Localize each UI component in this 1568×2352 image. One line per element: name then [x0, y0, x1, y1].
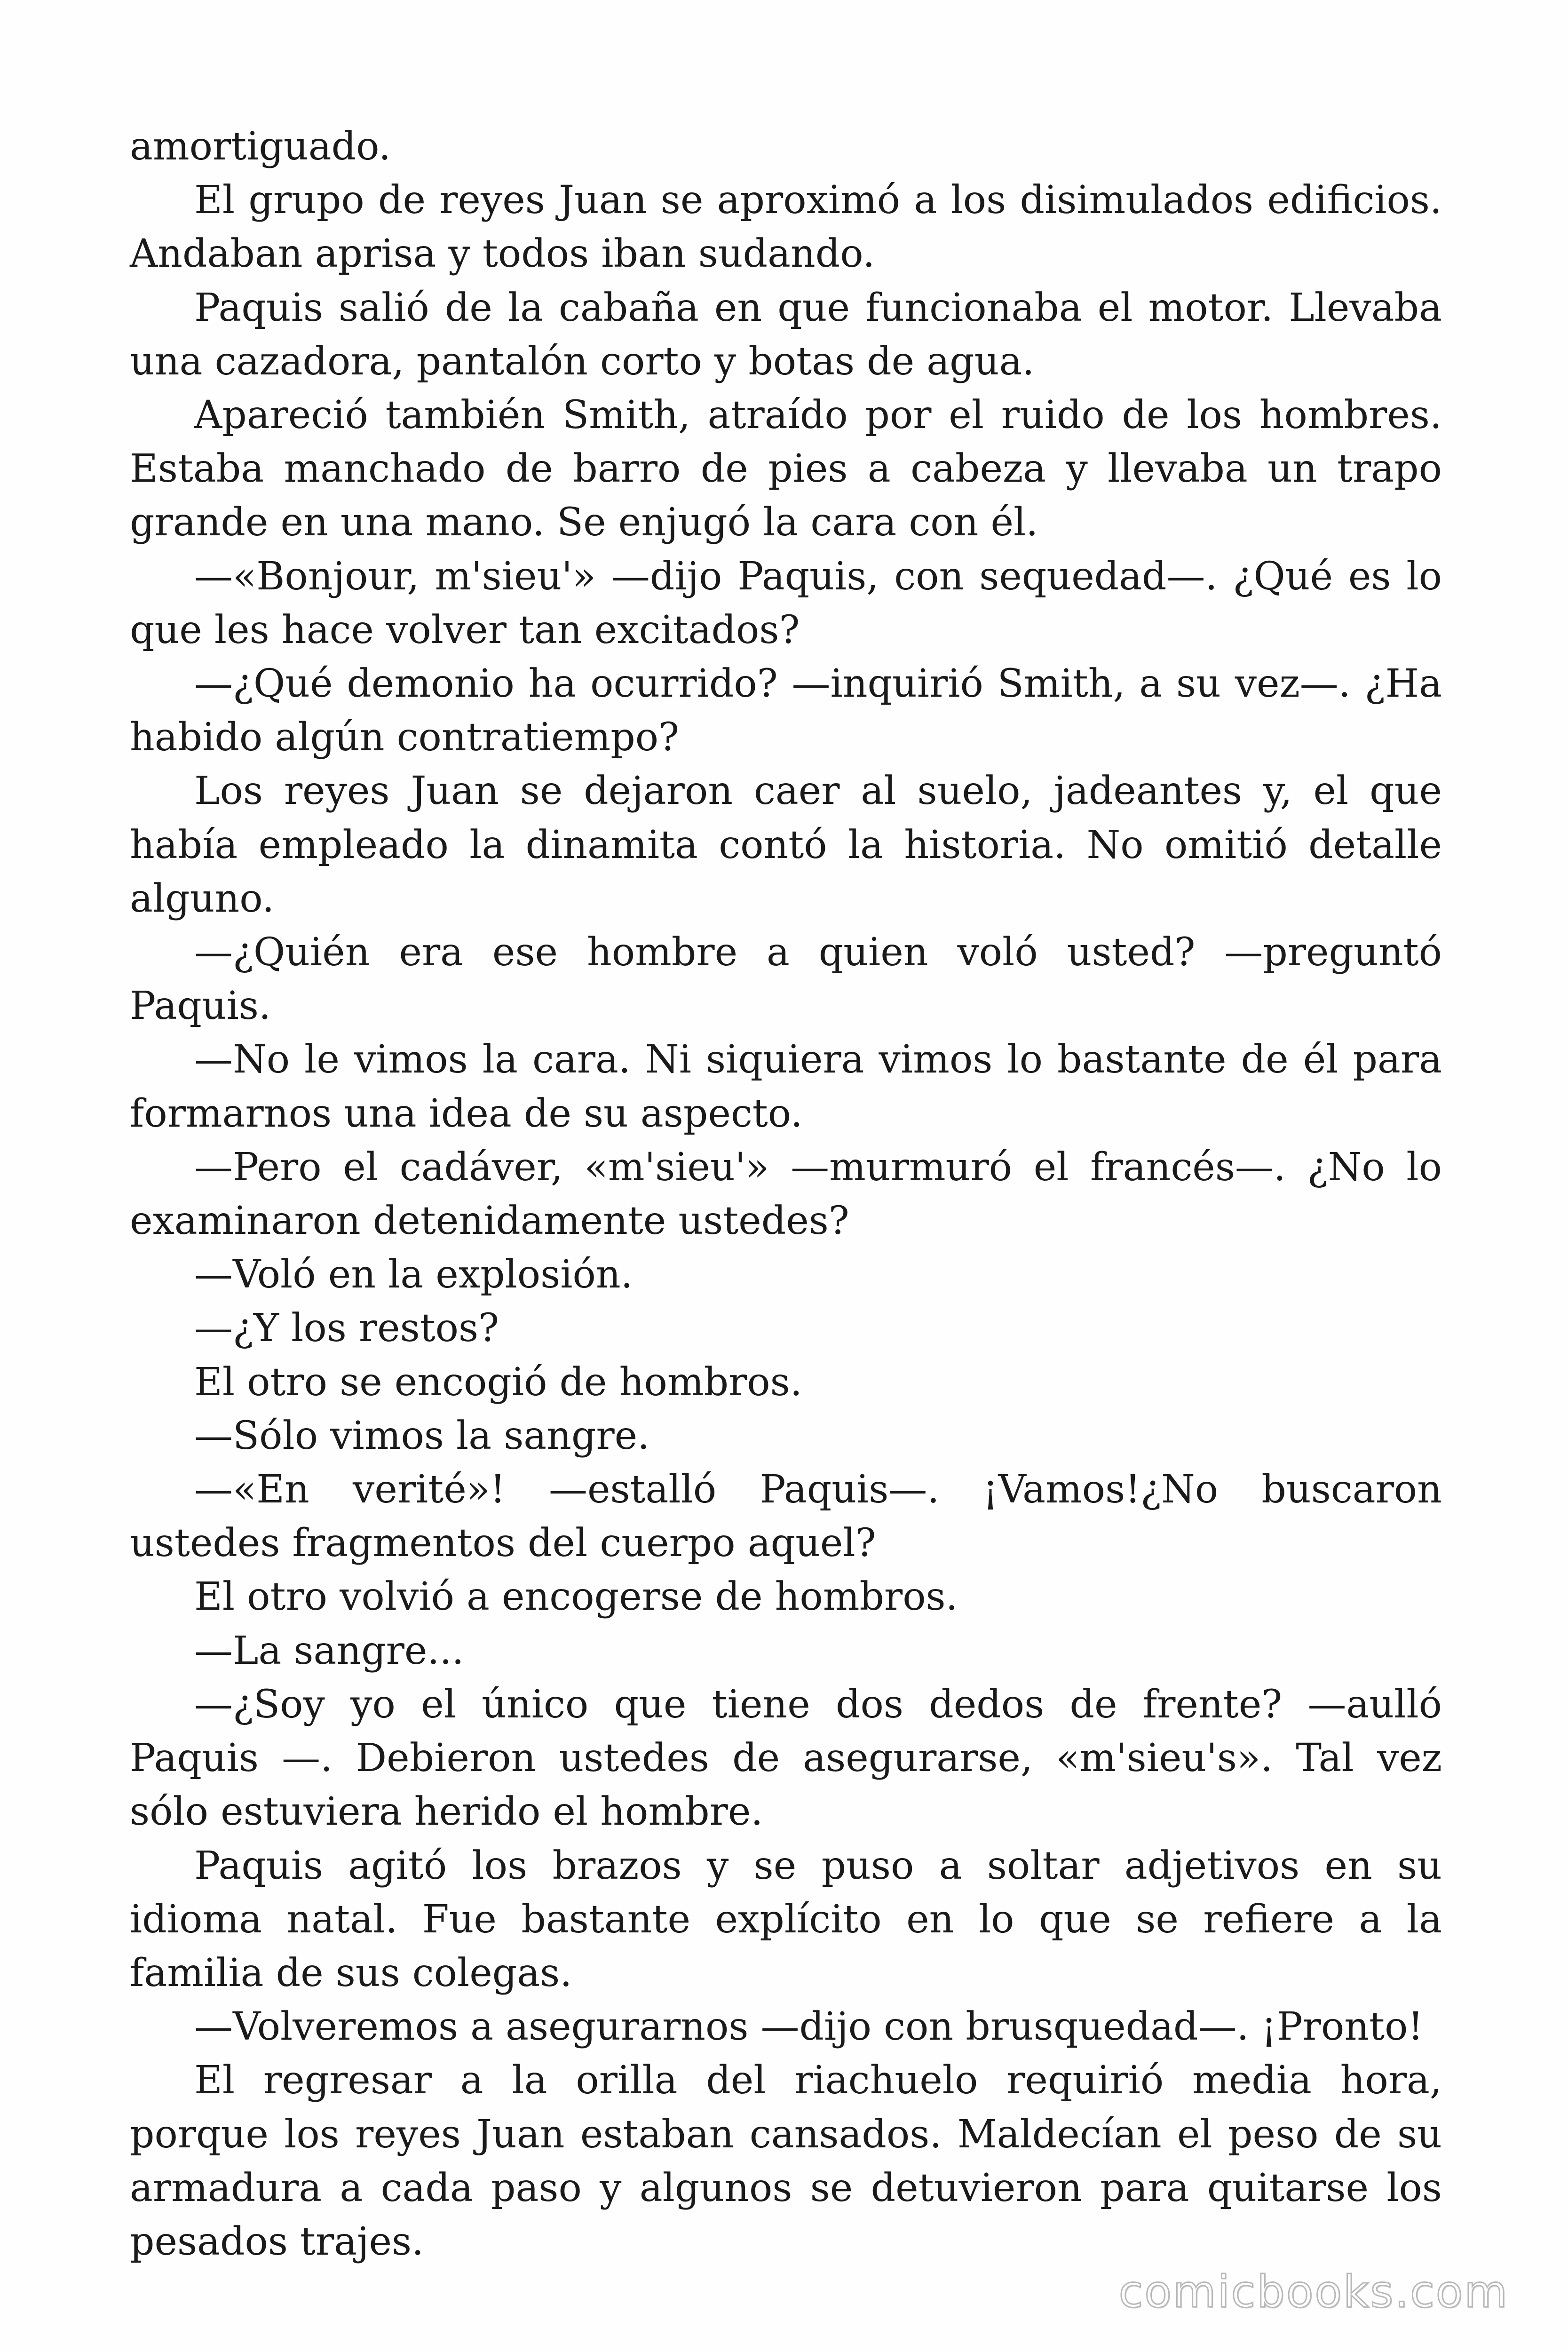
paragraph-10: —Pero el cadáver, «m'sieu'» —murmuró el francés—. ¿No lo examinaron detenidamente ustedes? [130, 1144, 1442, 1244]
paragraph-13: El otro se encogió de hombros. [194, 1359, 802, 1405]
paragraph-2: El grupo de reyes Juan se aproximó a los disimulados edificios. Andaban aprisa y todos iban sudando. [130, 178, 1442, 277]
paragraph-16: El otro volvió a encogerse de hombros. [194, 1574, 958, 1620]
paragraph-8: —¿Quién era ese hombre a quien voló usted? —preguntó Paquis. [130, 930, 1442, 1029]
paragraph-17: —La sangre... [194, 1628, 464, 1673]
paragraph-12: —¿Y los restos? [194, 1306, 499, 1351]
paragraph-6: —¿Qué demonio ha ocurrido? —inquirió Smith, a su vez—. ¿Ha habido algún contratiempo? [130, 661, 1442, 760]
paragraph-21: El regresar a la orilla del riachuelo requirió media hora, porque los reyes Juan estaban cansados. Maldecían el peso de su armadura a cada paso y algunos se detuvieron para quitarse los pesados trajes. [130, 2058, 1442, 2264]
paragraph-15: —«En verité»! —estalló Paquis—. ¡Vamos!¿No buscaron ustedes fragmentos del cuerpo aquel? [130, 1467, 1442, 1566]
paragraph-20: —Volveremos a asegurarnos —dijo con brusquedad—. ¡Pronto! [194, 2004, 1424, 2050]
site-watermark: comicbooks.com [1118, 2266, 1509, 2318]
body-text [130, 120, 1442, 2269]
paragraph-1: amortiguado. [130, 124, 391, 169]
paragraph-14: —Sólo vimos la sangre. [194, 1413, 650, 1458]
paragraph-5: —«Bonjour, m'sieu'» —dijo Paquis, con sequedad—. ¿Qué es lo que les hace volver tan excitados? [130, 554, 1442, 652]
paragraph-7: Los reyes Juan se dejaron caer al suelo, jadeantes y, el que había empleado la dinamita contó la historia. No omitió detalle alguno. [130, 769, 1442, 921]
paragraph-11: —Voló en la explosión. [194, 1252, 633, 1297]
paragraph-4: Apareció también Smith, atraído por el ruido de los hombres. Estaba manchado de barro de pies a cabeza y llevaba un trapo grande en una mano. Se enjugó la cara con él. [130, 393, 1442, 545]
paragraph-9: —No le vimos la cara. Ni siquiera vimos lo bastante de él para formarnos una idea de su aspecto. [130, 1037, 1442, 1136]
paragraph-18: —¿Soy yo el único que tiene dos dedos de frente? —aulló Paquis —. Debieron ustedes de asegurarse, «m'sieu's». Tal vez sólo estuviera herido el hombre. [130, 1682, 1442, 1835]
paragraph-19: Paquis agitó los brazos y se puso a soltar adjetivos en su idioma natal. Fue bastante explícito en lo que se refiere a la familia de sus colegas. [130, 1843, 1442, 1995]
paragraph-3: Paquis salió de la cabaña en que funcionaba el motor. Llevaba una cazadora, pantalón corto y botas de agua. [130, 285, 1442, 384]
